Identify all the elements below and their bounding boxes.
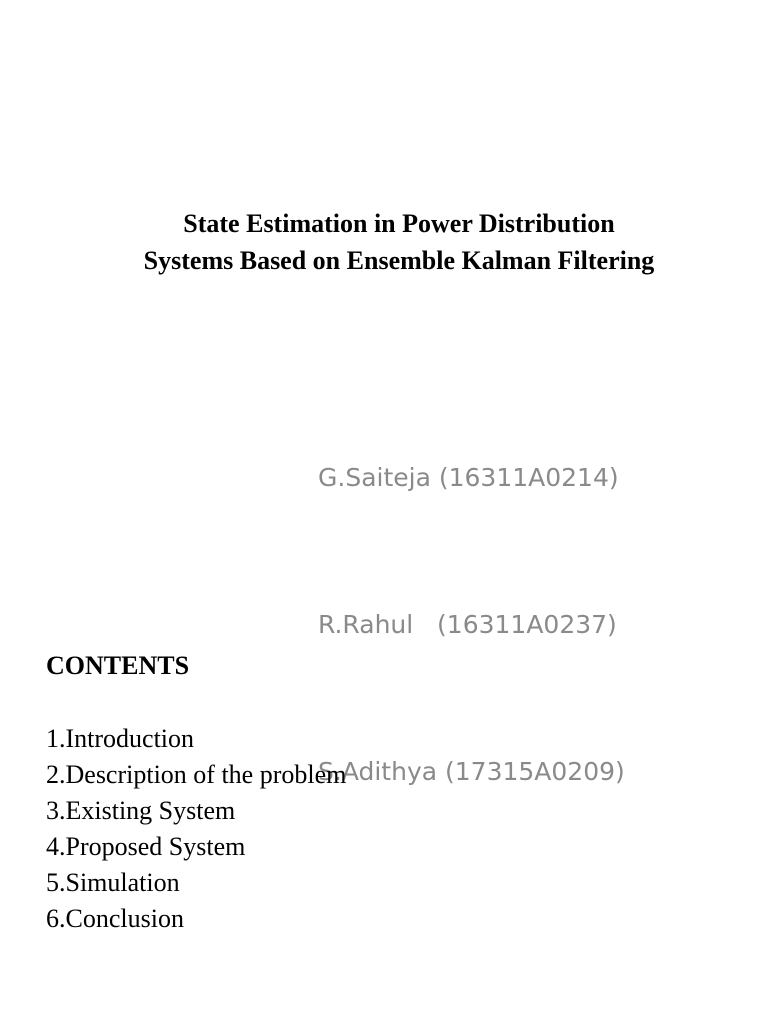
contents-item: 1.Introduction bbox=[46, 724, 195, 753]
contents-section bbox=[46, 648, 346, 937]
author-line: G.Saiteja (16311A0214) bbox=[318, 463, 619, 492]
author-line: R.Rahul (16311A0237) bbox=[318, 610, 617, 639]
document-title bbox=[0, 205, 768, 279]
contents-item: 4.Proposed System bbox=[46, 832, 246, 861]
contents-item: 3.Existing System bbox=[46, 796, 236, 825]
contents-heading: CONTENTS bbox=[46, 651, 190, 680]
contents-item: 6.Conclusion bbox=[46, 904, 184, 933]
contents-list bbox=[46, 721, 346, 937]
contents-item: 2.Description of the problem bbox=[46, 760, 347, 789]
title-line: Systems Based on Ensemble Kalman Filtering bbox=[143, 246, 655, 275]
title-line: State Estimation in Power Distribution bbox=[183, 209, 615, 238]
author-line: S.Adithya (17315A0209) bbox=[318, 757, 625, 786]
author-list bbox=[318, 355, 625, 894]
contents-item: 5.Simulation bbox=[46, 868, 180, 897]
